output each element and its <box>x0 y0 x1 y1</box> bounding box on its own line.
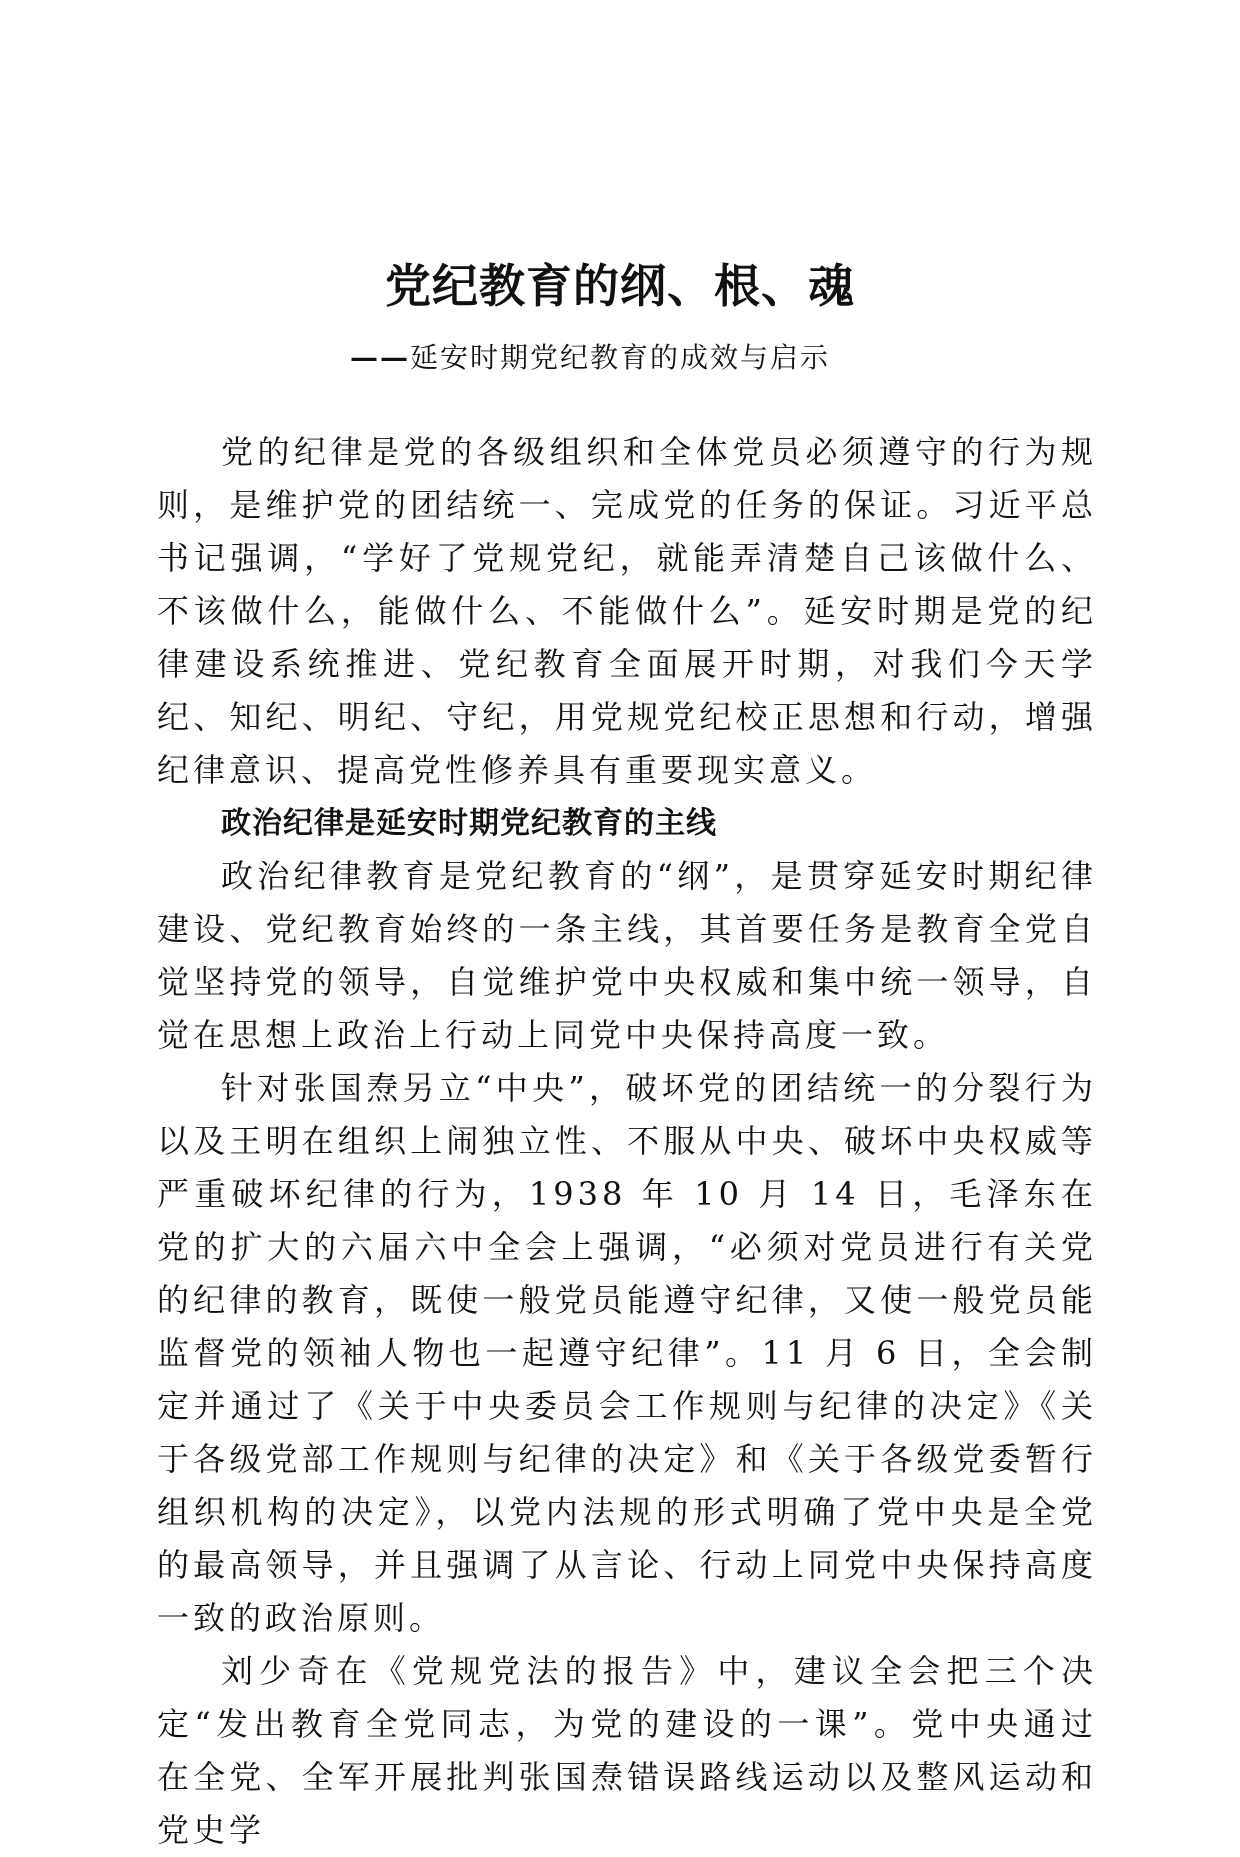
section-paragraph-3: 刘少奇在《党规党法的报告》中，建议全会把三个决定“发出教育全党同志，为党的建设的一课”。党中央通过在全党、全军开展批判张国焘错误路线运动以及整风运动和党史学 <box>157 1652 1097 1849</box>
section-paragraph-2: 针对张国焘另立“中央”，破坏党的团结统一的分裂行为以及王明在组织上闹独立性、不服从中央、破坏中央权威等严重破坏纪律的行为，1938 年 10 月 14 日，毛泽东在党的扩大的六届六中全会上强调，“必须对党员进行有关党的纪律的教育，既使一般党员能遵守纪律，又使一般党员能监督党的领袖人物也一起遵守纪律”。11 月 6 日，全会制定并通过了《关于中央委员会工作规则与纪律的决定》《关于各级党部工作规则与纪律的决定》和《关于各级党委暂行组织机构的决定》，以党内法规的形式明确了党中央是全党的最高领导，并且强调了从言论、行动上同党中央保持高度一致的政治原则。 <box>157 1069 1097 1637</box>
subtitle-dash: —— <box>350 341 410 374</box>
section-paragraph-1: 政治纪律教育是党纪教育的“纲”，是贯穿延安时期纪律建设、党纪教育始终的一条主线，其首要任务是教育全党自觉坚持党的领导，自觉维护党中央权威和集中统一领导，自觉在思想上政治上行动上同党中央保持高度一致。 <box>157 857 1097 1054</box>
document-body <box>157 426 1097 1857</box>
subtitle-text: 延安时期党纪教育的成效与启示 <box>410 341 831 374</box>
intro-paragraph: 党的纪律是党的各级组织和全体党员必须遵守的行为规则，是维护党的团结统一、完成党的任务的保证。习近平总书记强调，“学好了党规党纪，就能弄清楚自己该做什么、不该做什么，能做什么、不能做什么”。延安时期是党的纪律建设系统推进、党纪教育全面展开时期，对我们今天学纪、知纪、明纪、守纪，用党规党纪校正思想和行动，增强纪律意识、提高党性修养具有重要现实意义。 <box>157 433 1097 789</box>
section-heading: 政治纪律是延安时期党纪教育的主线 <box>221 806 717 841</box>
document-title: 党纪教育的纲、根、魂 <box>385 259 855 313</box>
document-subtitle <box>350 338 830 378</box>
